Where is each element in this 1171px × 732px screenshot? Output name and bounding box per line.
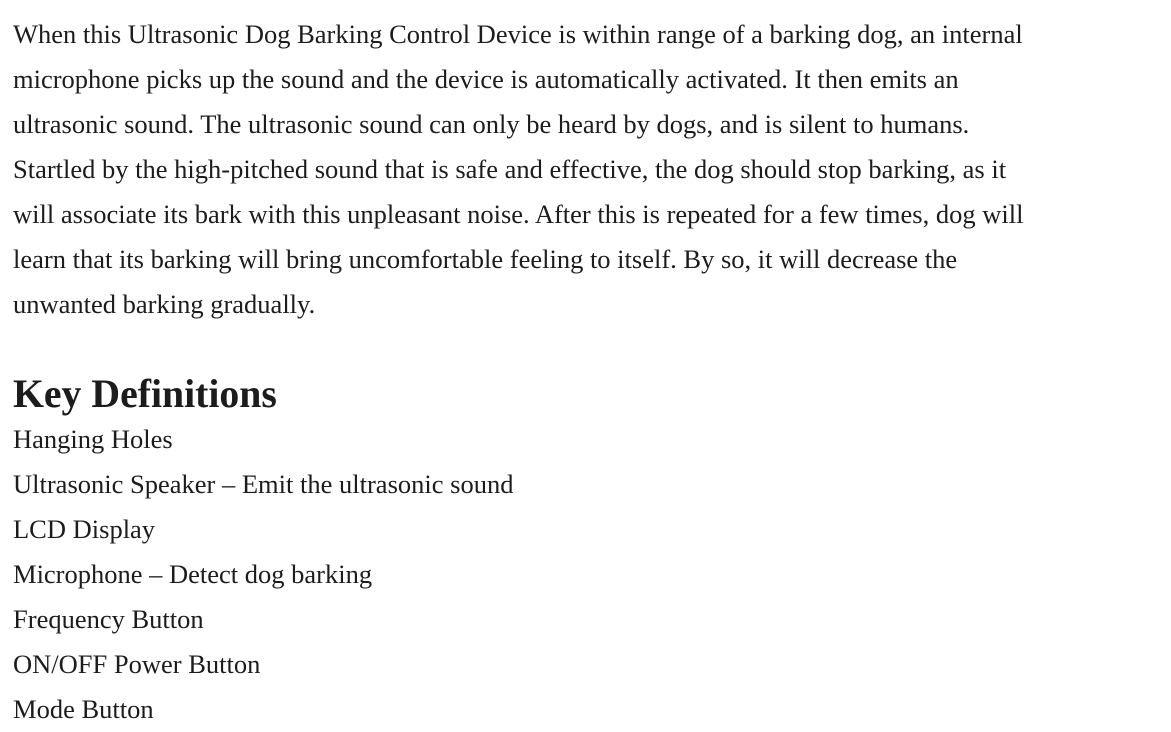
definition-item: ON/OFF Power Button — [13, 649, 261, 679]
definition-item: Ultrasonic Speaker – Emit the ultrasonic sound — [13, 469, 514, 499]
document-body — [13, 12, 1163, 732]
intro-paragraph — [13, 12, 1163, 327]
intro-line: learn that its barking will bring uncomfortable feeling to itself. By so, it will decrease the — [13, 244, 958, 274]
intro-line: When this Ultrasonic Dog Barking Control Device is within range of a barking dog, an internal — [13, 19, 1023, 49]
intro-line: unwanted barking gradually. — [13, 289, 316, 319]
definition-item: Frequency Button — [13, 604, 204, 634]
key-definitions-list — [13, 417, 1163, 732]
intro-line: ultrasonic sound. The ultrasonic sound can only be heard by dogs, and is silent to humans. — [13, 109, 970, 139]
paragraph-spacer — [13, 327, 1163, 372]
intro-line: will associate its bark with this unpleasant noise. After this is repeated for a few times, dog will — [13, 199, 1024, 229]
definition-item: Microphone – Detect dog barking — [13, 559, 373, 589]
intro-line: Startled by the high-pitched sound that is safe and effective, the dog should stop barking, as it — [13, 154, 1007, 184]
intro-line: microphone picks up the sound and the device is automatically activated. It then emits an — [13, 64, 959, 94]
definition-item: LCD Display — [13, 514, 156, 544]
definition-item: Mode Button — [13, 694, 154, 724]
key-definitions-heading: Key Definitions — [13, 372, 277, 416]
definition-item: Hanging Holes — [13, 424, 173, 454]
